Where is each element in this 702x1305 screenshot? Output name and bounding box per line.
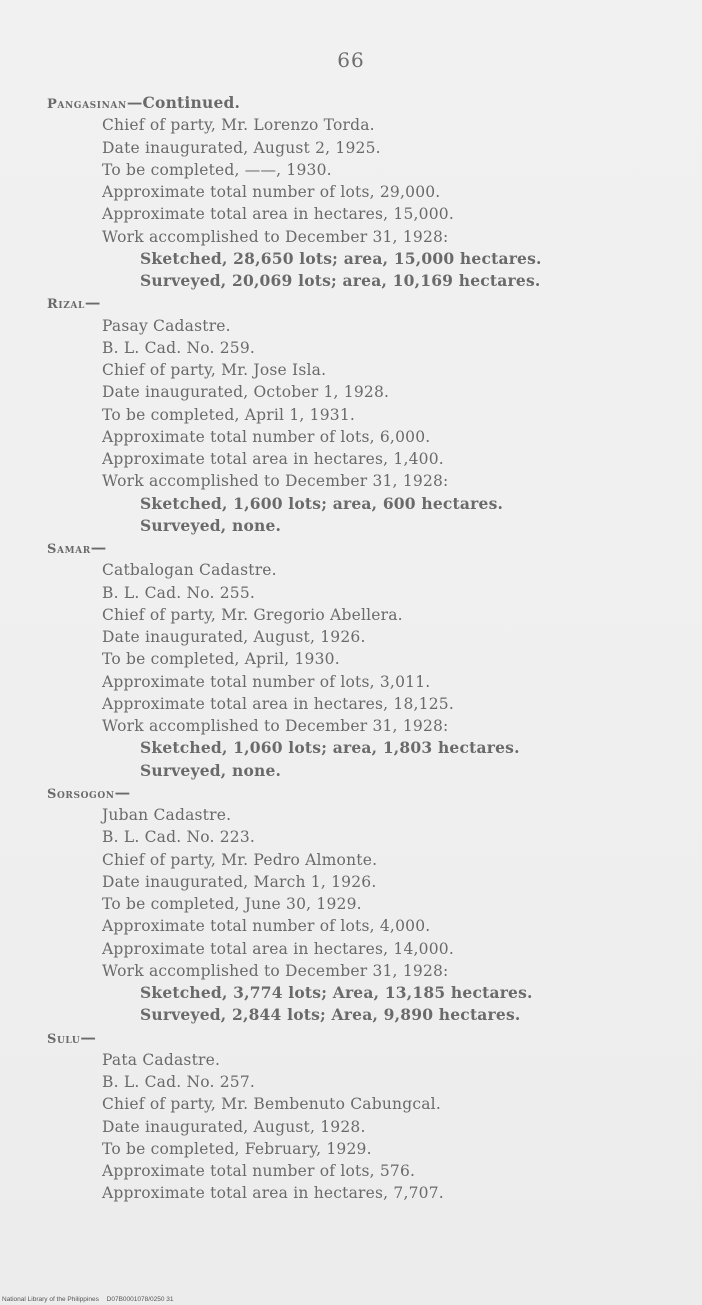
entry-line: Date inaugurated, August, 1926. <box>102 628 366 646</box>
entry-line: To be completed, ——, 1930. <box>102 160 332 179</box>
entry-line: Approximate total number of lots, 3,011. <box>102 672 431 691</box>
section-heading-suffix: — <box>80 1027 97 1047</box>
entry-line: Date inaugurated, March 1, 1926. <box>102 872 377 891</box>
entry-line: Approximate total area in hectares, 1,400. <box>102 450 444 468</box>
entry-line: Approximate total number of lots, 576. <box>102 1162 416 1180</box>
entry-line: To be completed, June 30, 1929. <box>102 895 362 913</box>
entry-line: B. L. Cad. No. 257. <box>102 1073 256 1091</box>
entry-line: Work accomplished to December 31, 1928: <box>102 227 449 246</box>
entry-line: Approximate total area in hectares, 7,707. <box>102 1184 444 1203</box>
section-heading-name: Sulu <box>47 1031 81 1047</box>
footer-code: D07B0001078/0250 31 <box>106 1296 174 1303</box>
entry-line: Approximate total number of lots, 6,000. <box>102 427 431 446</box>
entry-line: Chief of party, Mr. Bembenuto Cabungcal. <box>102 1095 441 1114</box>
entry-line: B. L. Cad. No. 223. <box>102 828 256 847</box>
section-heading <box>0 782 702 804</box>
entry-line: Work accomplished to December 31, 1928: <box>102 717 449 735</box>
section-heading <box>0 292 702 314</box>
section-heading-suffix: —Continued. <box>126 93 241 112</box>
entry-line: Date inaugurated, October 1, 1928. <box>102 383 390 402</box>
work-detail-line: Surveyed, none. <box>140 515 282 535</box>
section-heading <box>0 537 702 559</box>
work-detail-line: Sketched, 1,060 lots; area, 1,803 hectares. <box>140 738 520 758</box>
entry-line: B. L. Cad. No. 255. <box>102 583 256 602</box>
entry-line: Approximate total area in hectares, 14,000. <box>102 939 454 958</box>
entry-line: Work accomplished to December 31, 1928: <box>102 472 449 491</box>
section-heading-suffix: — <box>90 538 107 557</box>
work-detail-line: Sketched, 1,600 lots; area, 600 hectares. <box>140 493 504 513</box>
section-heading-name: Rizal <box>47 297 85 313</box>
entry-line: Approximate total number of lots, 29,000. <box>102 183 441 201</box>
entry-line: Approximate total area in hectares, 15,000. <box>102 205 454 224</box>
section-heading-suffix: — <box>114 782 131 802</box>
entry-line: Chief of party, Mr. Pedro Almonte. <box>102 850 378 869</box>
entry-line: Chief of party, Mr. Gregorio Abellera. <box>102 605 403 624</box>
work-detail-line: Surveyed, 20,069 lots; area, 10,169 hectares. <box>140 271 541 290</box>
entry-line: Catbalogan Cadastre. <box>102 561 277 580</box>
document-body <box>0 92 702 1205</box>
work-detail-line: Sketched, 28,650 lots; area, 15,000 hectares. <box>140 248 542 268</box>
section-heading-suffix: — <box>84 293 101 313</box>
section-heading <box>0 1027 702 1049</box>
entry-line: Chief of party, Mr. Lorenzo Torda. <box>102 116 375 135</box>
entry-line: Date inaugurated, August, 1928. <box>102 1117 366 1136</box>
work-detail-line: Surveyed, 2,844 lots; Area, 9,890 hectares. <box>140 1005 521 1025</box>
entry-line: Date inaugurated, August 2, 1925. <box>102 138 381 157</box>
entry-line: To be completed, April 1, 1931. <box>102 405 356 424</box>
entry-line: Chief of party, Mr. Jose Isla. <box>102 361 327 379</box>
entry-line: Approximate total area in hectares, 18,125. <box>102 694 454 713</box>
entry-line: B. L. Cad. No. 259. <box>102 338 256 357</box>
footer-library: National Library of the Philippines <box>2 1296 99 1303</box>
entry-line: To be completed, April, 1930. <box>102 650 340 669</box>
section-heading-name: Sorsogon <box>47 786 115 802</box>
entry-line: Work accomplished to December 31, 1928: <box>102 961 449 980</box>
section-heading <box>0 92 702 114</box>
page-number: 66 <box>337 48 365 72</box>
entry-line: Pasay Cadastre. <box>102 316 231 335</box>
entry-line: Juban Cadastre. <box>102 806 232 824</box>
work-detail-line: Surveyed, none. <box>140 760 282 780</box>
entry-line: To be completed, February, 1929. <box>102 1139 372 1158</box>
entry-line: Pata Cadastre. <box>102 1050 221 1069</box>
scan-footer <box>2 1296 174 1303</box>
section-heading-name: Samar <box>47 542 91 557</box>
entry-line: Approximate total number of lots, 4,000. <box>102 917 431 936</box>
section-heading-name: Pangasinan <box>47 97 127 112</box>
work-detail-line: Sketched, 3,774 lots; Area, 13,185 hectares. <box>140 983 533 1002</box>
